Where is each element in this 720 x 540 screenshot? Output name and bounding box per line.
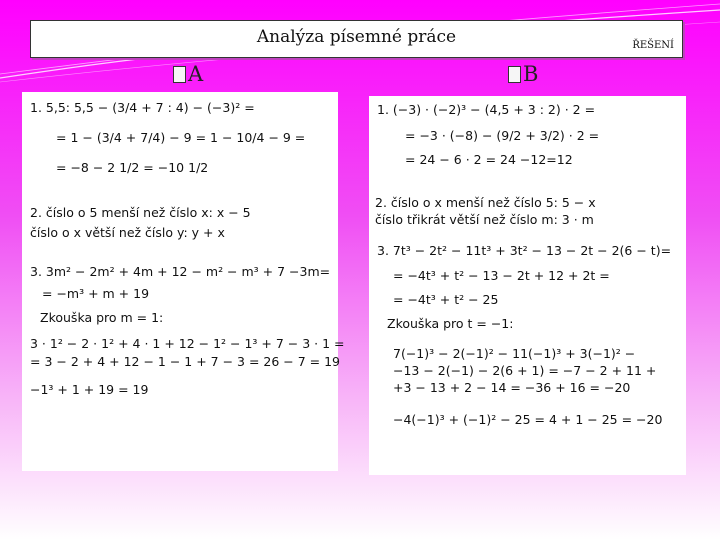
b-line-3: = 24 − 6 · 2 = 24 −12=12 (405, 152, 573, 167)
a-line-10: = 3 − 2 + 4 + 12 − 1 − 1 + 7 − 3 = 26 − 7 = 19 (30, 354, 340, 369)
b-line-13: −4(−1)³ + (−1)² − 25 = 4 + 1 − 25 = −20 (393, 412, 663, 427)
a-line-2: = 1 − (3/4 + 7/4) − 9 = 1 − 10/4 − 9 = (56, 130, 306, 145)
solution-panel-a (22, 92, 345, 471)
page-title: Analýza písemné práce (256, 27, 457, 47)
solution-panel-b (369, 96, 686, 475)
b-line-5: číslo třikrát větší než číslo m: 3 · m (375, 212, 594, 227)
variant-b-text: B (523, 62, 539, 86)
a-line-1: 1. 5,5: 5,5 − (3/4 + 7 : 4) − (−3)² = (30, 100, 255, 115)
a-line-3: = −8 − 2 1/2 = −10 1/2 (56, 160, 209, 175)
a-line-5: číslo o x větší než číslo y: y + x (30, 225, 225, 240)
a-line-9: 3 · 1² − 2 · 1² + 4 · 1 + 12 − 1² − 1³ + 7 − 3 · 1 = (30, 336, 345, 351)
b-line-12: +3 − 13 + 2 − 14 = −36 + 16 = −20 (393, 380, 631, 395)
b-line-7: = −4t³ + t² − 13 − 2t + 12 + 2t = (393, 268, 610, 283)
a-line-7: = −m³ + m + 19 (42, 286, 150, 301)
title-box (30, 20, 683, 58)
b-line-4: 2. číslo o x menší než číslo 5: 5 − x (375, 195, 596, 210)
b-line-11: −13 − 2(−1) − 2(6 + 1) = −7 − 2 + 11 + (393, 363, 657, 378)
placeholder-box-icon (508, 66, 521, 83)
b-line-6: 3. 7t³ − 2t² − 11t³ + 3t² − 13 − 2t − 2(6 − t)= (377, 243, 672, 258)
a-line-6: 3. 3m² − 2m² + 4m + 12 − m² − m³ + 7 −3m= (30, 264, 331, 279)
variant-a-text: A (188, 62, 204, 86)
a-line-4: 2. číslo o 5 menší než číslo x: x − 5 (30, 205, 251, 220)
variant-a-label (173, 62, 203, 86)
b-line-2: = −3 · (−8) − (9/2 + 3/2) · 2 = (405, 128, 600, 143)
b-line-10: 7(−1)³ − 2(−1)² − 11(−1)³ + 3(−1)² − (393, 346, 636, 361)
b-line-8: = −4t³ + t² − 25 (393, 292, 499, 307)
a-line-11: −1³ + 1 + 19 = 19 (30, 382, 149, 397)
b-line-1: 1. (−3) · (−2)³ − (4,5 + 3 : 2) · 2 = (377, 102, 596, 117)
variant-b-label (508, 62, 538, 86)
placeholder-box-icon (173, 66, 186, 83)
b-line-9: Zkouška pro t = −1: (387, 316, 514, 331)
a-line-8: Zkouška pro m = 1: (40, 310, 164, 325)
solution-tag: ŘEŠENÍ (632, 40, 674, 51)
